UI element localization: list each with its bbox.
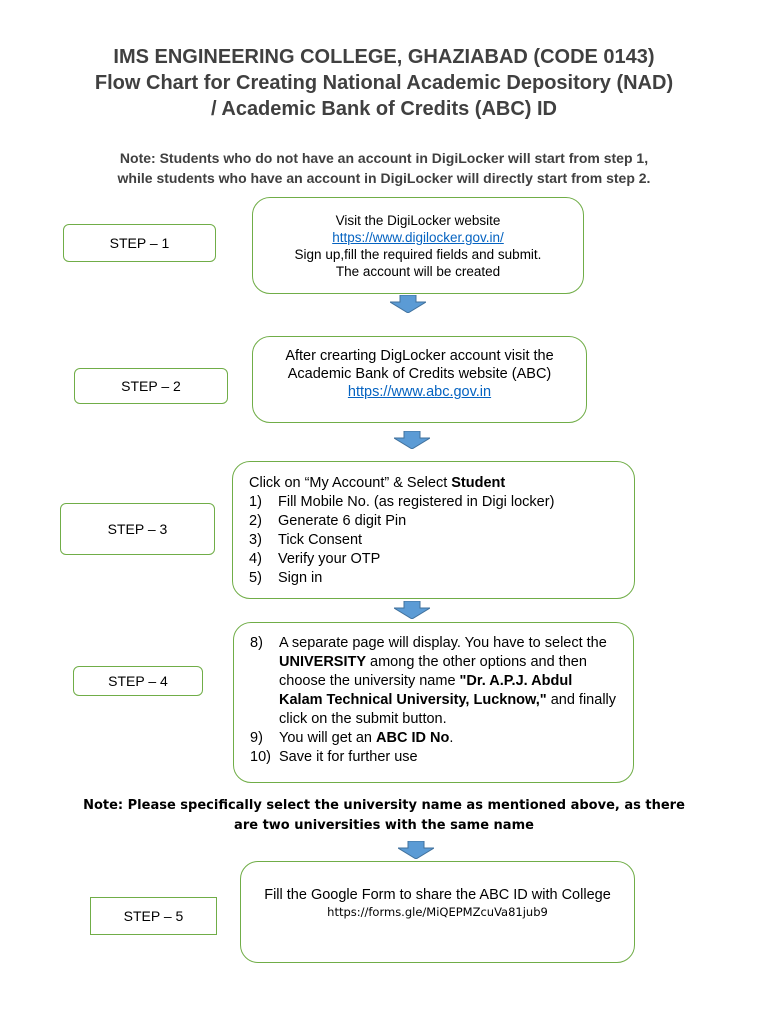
step-1-line-1: Visit the DigiLocker website [335,213,501,228]
university-note: Note: Please specifically select the university name as mentioned above, as there are two universities with the same name [83,798,685,833]
step-3-intro-bold: Student [451,475,506,491]
arrow-down-icon [390,295,426,313]
list-number: 1) [249,494,262,510]
list-number: 5) [249,570,262,586]
item-8-text-c: and finally click on the submit button. [279,692,617,727]
step-1-label [63,224,216,262]
step-2-label-text: STEP – 2 [121,378,181,394]
list-item [250,634,619,729]
list-number: 8) [250,635,263,651]
google-form-url[interactable]: https://forms.gle/MiQEPMZcuVa81jub9 [327,905,548,919]
step-5-label-text: STEP – 5 [123,908,184,924]
list-number: 10) [250,749,271,765]
chart-subtitle: / Academic Bank of Credits (ABC) ID [211,98,557,120]
step-1-line-3: The account will be created [335,264,501,279]
step-3-intro-text: Click on “My Account” & Select [249,475,452,491]
step-3-list [249,493,634,588]
list-text: Tick Consent [278,532,363,548]
college-name: IMS ENGINEERING COLLEGE, GHAZIABAD (CODE 0143) [113,46,655,68]
list-text: Save it for further use [279,749,418,765]
list-number: 3) [249,532,262,548]
step-4-box [233,622,634,783]
top-note-line-1: Note: Students who do not have an account in DigiLocker will start from step 1, [119,150,649,166]
step-1-label-text: STEP – 1 [109,235,170,251]
list-item [250,729,619,748]
step-4-label-text: STEP – 4 [108,673,168,689]
list-item [249,531,634,550]
step-2-line-2: Academic Bank of Credits website (ABC) [287,366,552,382]
item-8-text-a: A separate page will display. You have to select the [279,635,607,651]
university-name: "Dr. A.P.J. Abdul Kalam Technical University, Lucknow," [279,673,573,708]
list-text [279,634,619,729]
list-number: 4) [249,551,262,567]
top-note-line-2: while students who have an account in DigiLocker will directly start from step 2. [117,170,651,186]
list-item [249,569,634,588]
abc-link[interactable]: https://www.abc.gov.in [347,384,492,400]
list-text: Sign in [278,570,323,586]
item-8-text-b: among the other options and then choose the university name [279,654,587,689]
step-5-box [240,861,635,963]
step-4-list [250,634,619,767]
list-text [279,729,619,748]
university-keyword: UNIVERSITY [279,654,367,670]
list-number: 9) [250,730,263,746]
top-note [0,148,768,188]
step-1-line-2: Sign up,fill the required fields and submit. [294,247,542,262]
chart-title: Flow Chart for Creating National Academic Depository (NAD) [94,72,674,94]
arrow-down-icon [398,841,434,859]
list-item [250,748,619,767]
arrow-down-icon [394,601,430,619]
abc-id-keyword: ABC ID No [376,730,450,746]
page-title [0,44,768,122]
step-5-line-1: Fill the Google Form to share the ABC ID with College [264,887,611,903]
list-item [249,550,634,569]
step-3-label [60,503,215,555]
list-text: Generate 6 digit Pin [278,513,407,529]
list-item [249,493,634,512]
step-2-line-1: After crearting DigLocker account visit the [285,348,554,364]
item-9-text-b: . [449,730,454,746]
list-number: 2) [249,513,262,529]
list-item [249,512,634,531]
step-3-intro [249,474,634,493]
list-text: Fill Mobile No. (as registered in Digi locker) [278,494,555,510]
step-3-label-text: STEP – 3 [107,521,168,537]
step-5-label [90,897,217,935]
step-1-box [252,197,584,294]
step-2-label [74,368,228,404]
item-9-text-a: You will get an [279,730,377,746]
arrow-down-icon [394,431,430,449]
list-text: Verify your OTP [278,551,381,567]
step-3-box [232,461,635,599]
step-4-label [73,666,203,696]
step-2-box [252,336,587,423]
digilocker-link[interactable]: https://www.digilocker.gov.in/ [332,230,504,245]
